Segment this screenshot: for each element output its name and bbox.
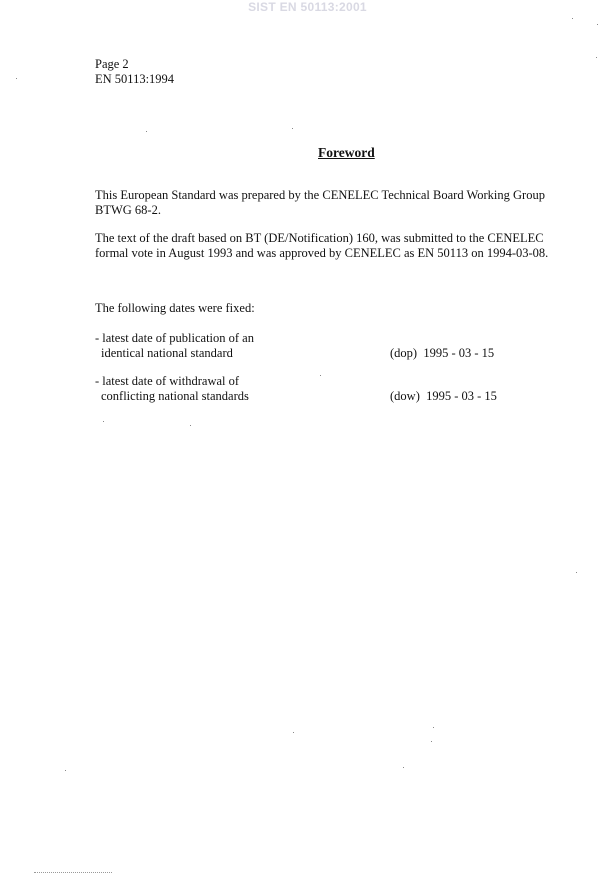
paragraph-dates-intro: The following dates were fixed: bbox=[95, 301, 255, 315]
date-entry-label-cont: identical national standard bbox=[101, 346, 233, 360]
date-code: (dop) bbox=[390, 346, 418, 360]
page-number: Page 2 bbox=[95, 57, 129, 71]
scan-speck bbox=[596, 57, 597, 58]
date-entry-label: - latest date of withdrawal of bbox=[95, 374, 240, 388]
scan-speck bbox=[597, 24, 598, 25]
section-title: Foreword bbox=[318, 145, 375, 160]
paragraph-draft-vote: The text of the draft based on BT (DE/Notification) 160, was submitted to the CENELEC formal vote in August 1993 and was approved by CENELEC as EN 50113 on 1994-03-08. bbox=[95, 231, 549, 260]
scan-speck bbox=[293, 732, 294, 733]
date-entry-dop bbox=[95, 331, 254, 361]
date-entry-dop-value bbox=[390, 346, 494, 361]
scan-speck bbox=[65, 770, 66, 771]
scan-speck bbox=[572, 18, 573, 19]
scan-speck bbox=[576, 572, 577, 573]
scan-speck bbox=[403, 767, 404, 768]
scan-speck bbox=[190, 425, 191, 426]
scan-speck bbox=[320, 375, 321, 376]
document-id: EN 50113:1994 bbox=[95, 72, 175, 86]
paragraph-prepared-by: This European Standard was prepared by the CENELEC Technical Board Working Group BTWG 68-2. bbox=[95, 188, 545, 217]
scan-speck bbox=[146, 131, 147, 132]
scan-speck bbox=[103, 421, 104, 422]
date-entry-dow-value bbox=[390, 389, 497, 404]
scan-speck bbox=[433, 727, 434, 728]
date-code: (dow) bbox=[390, 389, 420, 403]
date-entry-label-cont: conflicting national standards bbox=[101, 389, 249, 403]
scan-speck bbox=[16, 78, 17, 79]
scan-edge-rule bbox=[34, 872, 112, 873]
page-header bbox=[95, 57, 174, 87]
date-value: 1995 - 03 - 15 bbox=[426, 389, 497, 403]
date-value: 1995 - 03 - 15 bbox=[423, 346, 495, 360]
date-entry-dow bbox=[95, 374, 249, 404]
scan-speck bbox=[292, 128, 293, 129]
scan-speck bbox=[431, 741, 432, 742]
watermark: SIST EN 50113:2001 bbox=[248, 0, 367, 14]
date-entry-label: - latest date of publication of an bbox=[95, 331, 254, 345]
